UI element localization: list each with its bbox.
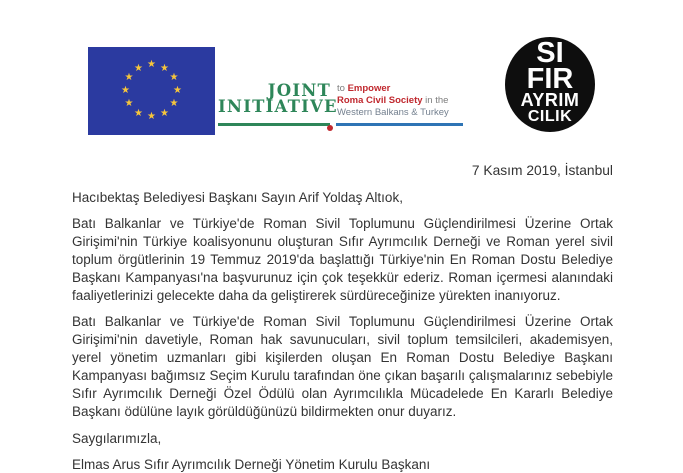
eu-star-icon: ★ (147, 59, 156, 70)
paragraph-1: Batı Balkanlar ve Türkiye'de Roman Sivil Toplumunu Güçlendirilmesi Üzerine Ortak Girişimi'nin Türkiye koalisyonunu oluşturan Sıfır Ayrımcılık Derneği ve Roman yerel sivil toplum örgütlerinin 19 Temmuz 2019'da başlattığı Türkiye'nin En Roman Dostu Belediye Başkanı Kampanyası'na başvurunuz için çok teşekkür ederiz. Roman içermesi alanındaki faaliyetlerinizi gelecekte daha da geliştirerek sürdüreceğinize yürekten inanıyoruz. (72, 216, 613, 303)
eu-star-icon: ★ (147, 111, 156, 122)
eu-star-icon: ★ (124, 98, 134, 109)
initiative-word: INITIATIVE (218, 97, 338, 116)
letterhead (0, 0, 683, 150)
underline-blue-segment (336, 123, 463, 126)
sifir-logo-line4: CILIK (527, 108, 573, 125)
eu-star-icon: ★ (134, 62, 143, 74)
sifir-logo-line2: FIR (526, 63, 574, 95)
signature-line: Elmas Arus Sıfır Ayrımcılık Derneği Yönetim Kurulu Başkanı (72, 457, 431, 472)
eu-star-icon: ★ (124, 72, 134, 83)
date-line: 7 Kasım 2019, İstanbul (471, 163, 613, 178)
eu-star-icon: ★ (121, 85, 130, 96)
joint-word: JOINT (267, 81, 331, 100)
sifir-logo-line1: SI (536, 37, 564, 69)
joint-initiative-wordmark (218, 81, 338, 116)
underline-green-segment (218, 123, 330, 126)
letter-body (0, 189, 683, 473)
eu-star-icon: ★ (169, 98, 179, 109)
tagline-in-the: in the (425, 95, 449, 106)
tagline-empower: Empower (347, 83, 391, 94)
sifir-logo-line3: AYRIM (520, 90, 580, 110)
tagline-to: to (337, 83, 345, 94)
eu-star-icon: ★ (173, 85, 182, 96)
joint-initiative-tagline (337, 83, 449, 119)
eu-star-icon: ★ (160, 107, 169, 119)
eu-flag-icon (88, 47, 215, 135)
closing: Saygılarımızla, (72, 431, 162, 446)
eu-star-icon: ★ (134, 107, 143, 119)
eu-star-icon: ★ (169, 72, 179, 83)
joint-initiative-logo (218, 83, 465, 133)
tagline-roma-civil-society: Roma Civil Society (337, 95, 423, 106)
salutation: Hacıbektaş Belediyesi Başkanı Sayın Arif Yoldaş Altıok, (72, 190, 403, 205)
sifir-ayrimcilik-logo (505, 37, 595, 132)
eu-star-icon: ★ (160, 62, 169, 74)
joint-initiative-underline (218, 123, 465, 133)
tagline-region: Western Balkans & Turkey (337, 107, 449, 118)
paragraph-2: Batı Balkanlar ve Türkiye'de Roman Sivil Toplumunu Güçlendirilmesi Üzerine Ortak Girişimi'nin davetiyle, Roman hak savunucuları, sivil toplum temsilcileri, akademisyen, yerel yönetim uzmanları gibi kişilerden oluşan En Roman Dostu Belediye Başkanı Kampanyası bağımsız Seçim Kurulu tarafından öne çıkan başarılı çalışmalarınız sebebiyle Sıfır Ayrımcılık Derneği Özel Ödülü olan Ayrımcılıkla Mücadelede En Kararlı Belediye Başkanı ödülüne layık görüldüğünüzü bildirmekten onur duyarız. (72, 314, 613, 419)
underline-red-dot-icon (327, 125, 333, 131)
